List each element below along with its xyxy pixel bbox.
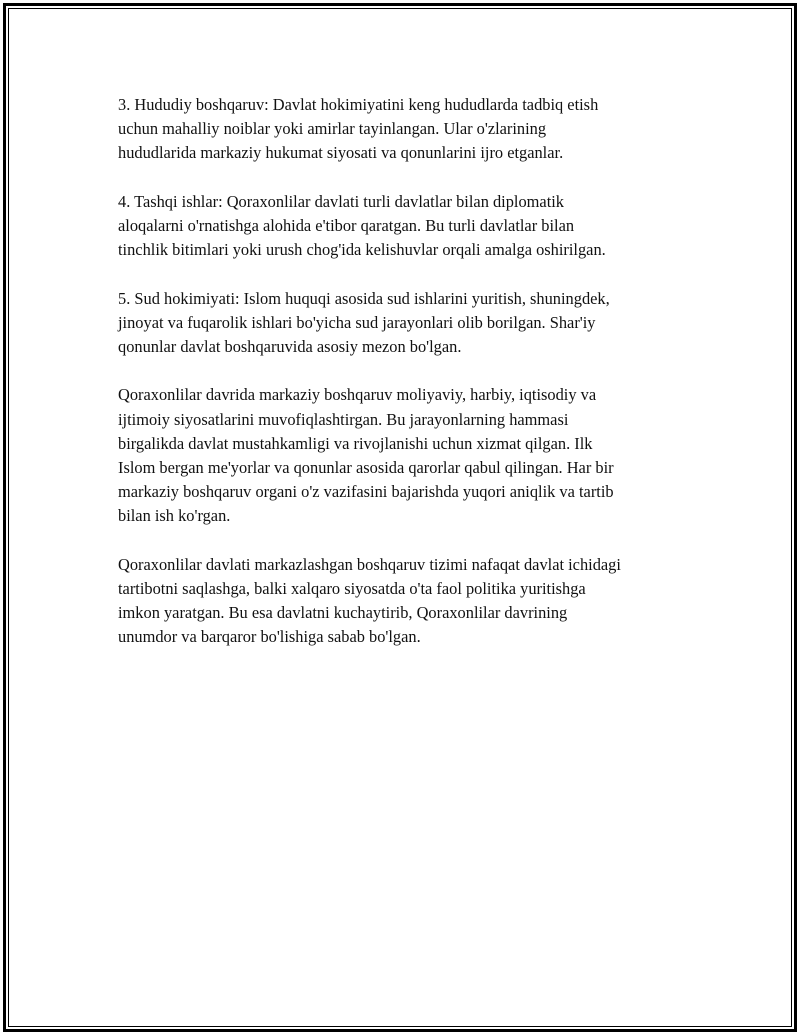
- paragraph-regional-administration: 3. Hududiy boshqaruv: Davlat hokimiyatini keng hududlarda tadbiq etish uchun mahalliy noiblar yoki amirlar tayinlangan. Ular o'zlarining hududlarida markaziy hukumat siyosati va qonunlarini ijro etganlar.: [118, 95, 599, 163]
- document-body: [118, 93, 698, 674]
- paragraph-judicial-power: 5. Sud hokimiyati: Islom huquqi asosida sud ishlarini yuritish, shuningdek, jinoyat va fuqarolik ishlari bo'yicha sud jarayonlari olib borilgan. Shar'iy qonunlar davlat boshqaruvida asosiy mezon bo'lgan.: [118, 288, 610, 356]
- paragraph-foreign-affairs: 4. Tashqi ishlar: Qoraxonlilar davlati turli davlatlar bilan diplomatik aloqalarni o'rnatishga alohida e'tibor qaratgan. Bu turli davlatlar bilan tinchlik bitimlari yoki urush chog'ida kelishuvlar orqali amalga oshirilgan.: [118, 191, 606, 260]
- paragraph-conclusion: Qoraxonlilar davlati markazlashgan boshqaruv tizimi nafaqat davlat ichidagi tartibotni saqlashga, balki xalqaro siyosatda o'ta faol politika yuritishga imkon yaratgan. Bu esa davlatni kuchaytirib, Qoraxonlilar davrining unumdor va barqaror bo'lishiga sabab bo'lgan.: [118, 554, 621, 647]
- paragraph-central-administration: Qoraxonlilar davrida markaziy boshqaruv moliyaviy, harbiy, iqtisodiy va ijtimoiy siyosatlarini muvofiqlashtirgan. Bu jarayonlarning hammasi birgalikda davlat mustahkamligi va rivojlanishi uchun xizmat qilgan. Ilk Islom bergan me'yorlar va qonunlar asosida qarorlar qabul qilingan. Har bir markaziy boshqaruv organi o'z vazifasini bajarishda yuqori aniqlik va tartib bilan ish ko'rgan.: [118, 385, 614, 526]
